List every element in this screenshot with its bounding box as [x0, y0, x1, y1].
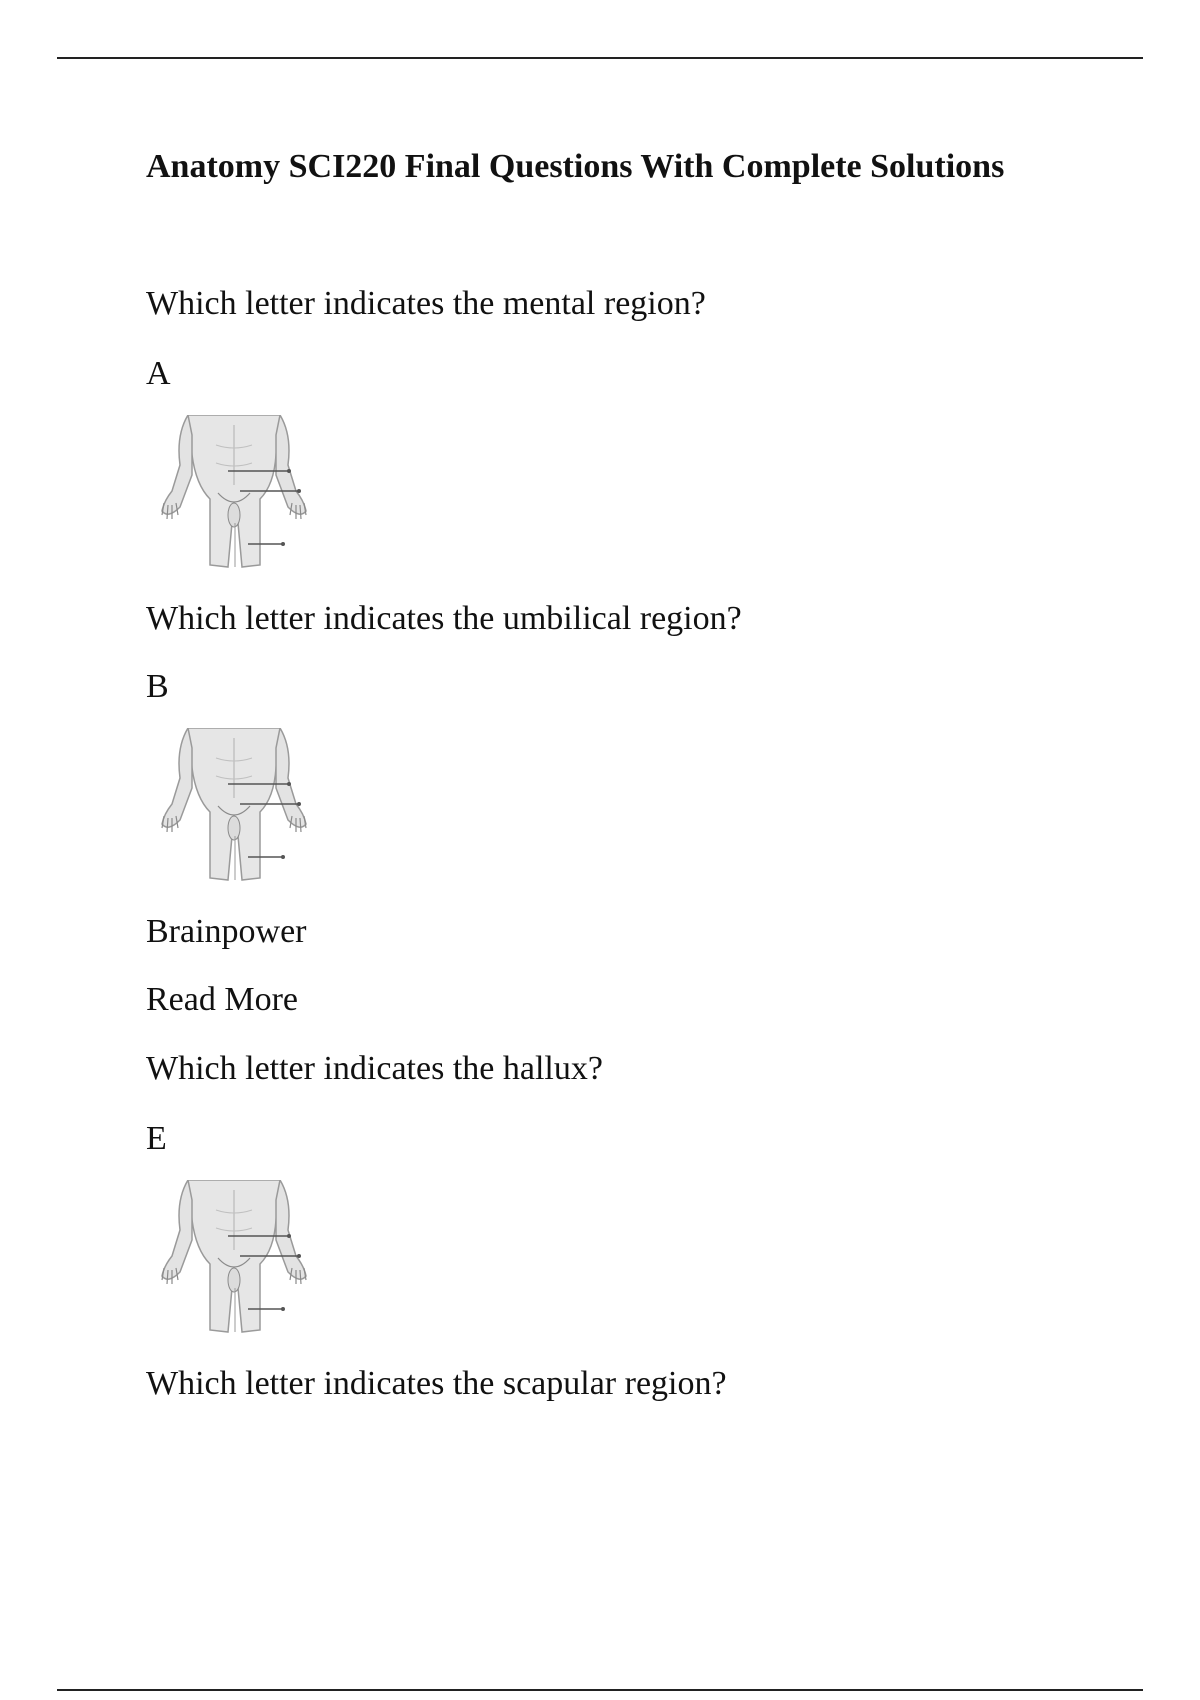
document-title: Anatomy SCI220 Final Questions With Complete Solutions [146, 148, 1005, 185]
brand-text: Brainpower [146, 913, 307, 950]
footer-rule [57, 1689, 1143, 1691]
anatomy-figure [158, 1180, 318, 1338]
question-2: Which letter indicates the umbilical region? [146, 600, 742, 637]
question-4: Which letter indicates the scapular region? [146, 1365, 727, 1402]
header-rule [57, 57, 1143, 59]
answer-2: B [146, 668, 169, 705]
question-3: Which letter indicates the hallux? [146, 1050, 603, 1087]
anatomy-figure [158, 728, 318, 886]
answer-1: A [146, 355, 171, 392]
read-more-link[interactable]: Read More [146, 981, 299, 1018]
anatomy-figure [158, 415, 318, 573]
question-1: Which letter indicates the mental region? [146, 285, 706, 322]
answer-3: E [146, 1120, 167, 1157]
